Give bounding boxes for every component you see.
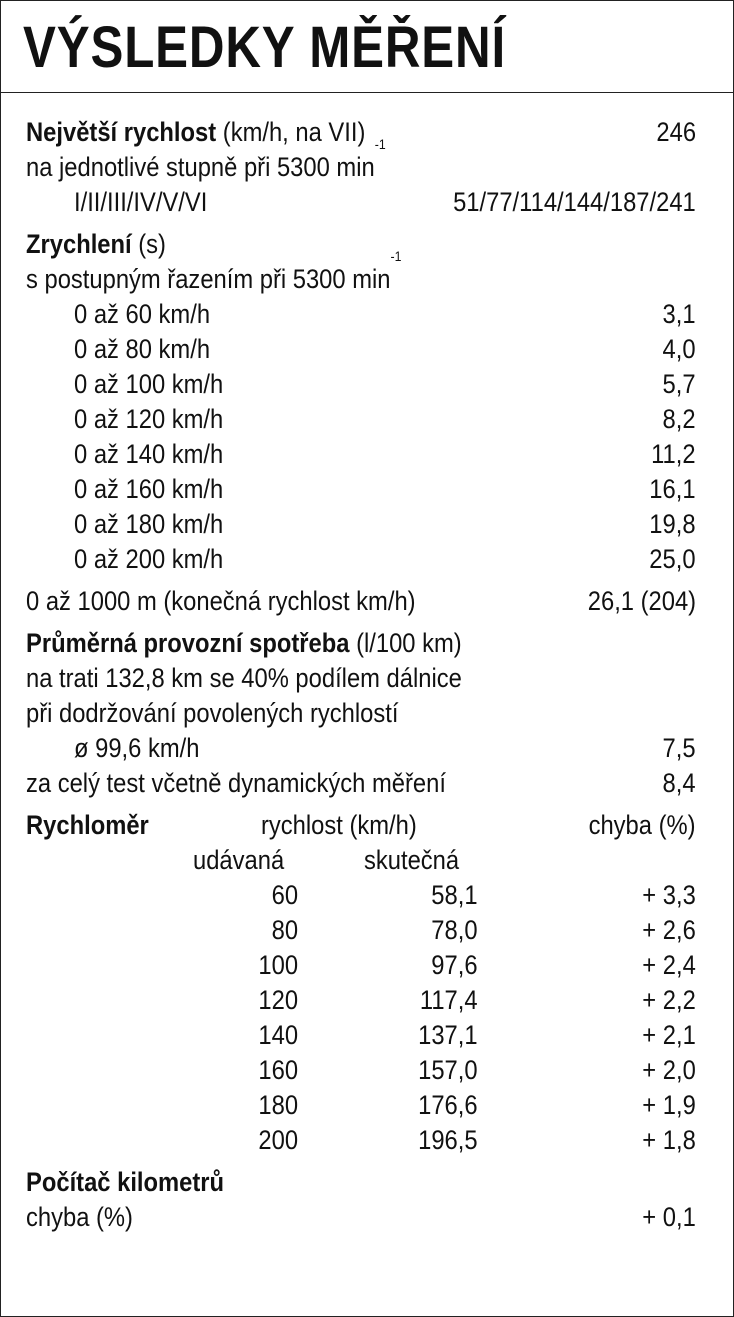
acceleration-row <box>26 367 696 402</box>
consumption-avg-row <box>26 731 696 766</box>
speedometer-error: + 2,0 <box>642 1055 696 1085</box>
acceleration-row <box>26 542 696 577</box>
consumption-line1 <box>26 661 696 696</box>
odometer-row <box>26 1200 696 1235</box>
odometer-label: Počítač kilometrů <box>26 1167 225 1197</box>
acceleration-header <box>26 227 696 262</box>
acceleration-row-value: 3,1 <box>662 299 696 329</box>
speedometer-error: + 2,2 <box>642 985 696 1015</box>
speedometer-indicated: 100 <box>258 950 298 980</box>
speedometer-error: + 2,1 <box>642 1020 696 1050</box>
acceleration-row-value: 11,2 <box>651 439 696 469</box>
speedometer-sub-actual: skutečná <box>364 845 460 875</box>
consumption-total-label: za celý test včetně dynamických měření <box>26 768 446 798</box>
speedometer-table <box>26 878 696 1158</box>
speedometer-sub-indicated: udávaná <box>193 845 285 875</box>
top-speed-label: Největší rychlost <box>26 117 217 147</box>
speedometer-indicated: 200 <box>258 1125 298 1155</box>
speedometer-indicated: 80 <box>271 915 298 945</box>
consumption-header <box>26 626 696 661</box>
acceleration-row-label: 0 až 160 km/h <box>74 474 224 504</box>
acceleration-unit: (s) <box>138 229 166 259</box>
km-row <box>26 584 696 619</box>
odometer-error-value: + 0,1 <box>642 1202 696 1232</box>
speedometer-indicated: 60 <box>271 880 298 910</box>
speedometer-error: + 1,8 <box>642 1125 696 1155</box>
page-title: VÝSLEDKY MĚŘENÍ <box>23 15 507 80</box>
acceleration-row <box>26 402 696 437</box>
speedometer-row <box>26 878 696 913</box>
speedometer-actual: 97,6 <box>431 950 478 980</box>
acceleration-row <box>26 507 696 542</box>
acceleration-row-label: 0 až 120 km/h <box>74 404 224 434</box>
speedometer-row <box>26 1088 696 1123</box>
consumption-total-row <box>26 766 696 801</box>
speedometer-error: + 1,9 <box>642 1090 696 1120</box>
speedometer-row <box>26 913 696 948</box>
title-bar <box>1 1 733 93</box>
speedometer-indicated: 160 <box>258 1055 298 1085</box>
speedometer-error: + 2,6 <box>642 915 696 945</box>
km-row-value: 26,1 (204) <box>587 586 696 616</box>
top-speed-unit: (km/h, na VII) <box>222 117 366 147</box>
consumption-line2-text: při dodržování povolených rychlostí <box>26 698 399 728</box>
odometer-error-label: chyba (%) <box>26 1202 133 1232</box>
gears-values: 51/77/114/144/187/241 <box>453 187 696 217</box>
speedometer-error: + 3,3 <box>642 880 696 910</box>
speedometer-actual: 176,6 <box>418 1090 478 1120</box>
top-speed-row <box>26 115 696 150</box>
acceleration-row <box>26 472 696 507</box>
acceleration-row-label: 0 až 200 km/h <box>74 544 224 574</box>
consumption-line1-text: na trati 132,8 km se 40% podílem dálnice <box>26 663 462 693</box>
acceleration-row-label: 0 až 80 km/h <box>74 334 211 364</box>
top-speed-value: 246 <box>656 117 696 147</box>
speedometer-actual: 157,0 <box>418 1055 478 1085</box>
acceleration-row-value: 8,2 <box>662 404 696 434</box>
consumption-avg-value: 7,5 <box>662 733 696 763</box>
speedometer-error: + 2,4 <box>642 950 696 980</box>
acceleration-row <box>26 437 696 472</box>
acceleration-row-label: 0 až 140 km/h <box>74 439 224 469</box>
speedometer-indicated: 140 <box>258 1020 298 1050</box>
speedometer-row <box>26 948 696 983</box>
acceleration-row-label: 0 až 60 km/h <box>74 299 211 329</box>
acceleration-row <box>26 332 696 367</box>
results-content <box>26 115 696 1235</box>
speedometer-actual: 78,0 <box>431 915 478 945</box>
speedometer-col-error: chyba (%) <box>589 810 696 840</box>
acceleration-row <box>26 297 696 332</box>
acceleration-row-value: 5,7 <box>662 369 696 399</box>
per-gear-sup: -1 <box>374 136 386 152</box>
speedometer-row <box>26 1123 696 1158</box>
speedometer-col-speed: rychlost (km/h) <box>261 810 417 840</box>
speedometer-subheader <box>26 843 696 878</box>
speedometer-row <box>26 983 696 1018</box>
acceleration-list <box>26 297 696 577</box>
km-row-label: 0 až 1000 m (konečná rychlost km/h) <box>26 586 416 616</box>
per-gear-text: na jednotlivé stupně při 5300 min <box>26 152 375 182</box>
acceleration-row-value: 19,8 <box>649 509 696 539</box>
consumption-label: Průměrná provozní spotřeba <box>26 628 350 658</box>
gears-label: I/II/III/IV/V/VI <box>74 187 208 217</box>
speedometer-actual: 117,4 <box>420 985 478 1015</box>
speedometer-indicated: 120 <box>258 985 298 1015</box>
acceleration-row-value: 16,1 <box>649 474 696 504</box>
acceleration-subtitle-sup: -1 <box>390 248 402 264</box>
gears-row <box>26 185 696 220</box>
speedometer-indicated: 180 <box>258 1090 298 1120</box>
consumption-avg-label: ø 99,6 km/h <box>74 733 200 763</box>
speedometer-header <box>26 808 696 843</box>
speedometer-actual: 137,1 <box>418 1020 478 1050</box>
consumption-total-value: 8,4 <box>662 768 696 798</box>
speedometer-actual: 58,1 <box>431 880 478 910</box>
odometer-header <box>26 1165 696 1200</box>
speedometer-row <box>26 1053 696 1088</box>
consumption-unit: (l/100 km) <box>356 628 462 658</box>
acceleration-row-label: 0 až 180 km/h <box>74 509 224 539</box>
speedometer-row <box>26 1018 696 1053</box>
speedometer-label: Rychloměr <box>26 810 149 840</box>
speedometer-actual: 196,5 <box>418 1125 478 1155</box>
acceleration-row-value: 25,0 <box>649 544 696 574</box>
consumption-line2 <box>26 696 696 731</box>
acceleration-row-label: 0 až 100 km/h <box>74 369 224 399</box>
acceleration-row-value: 4,0 <box>662 334 696 364</box>
acceleration-label: Zrychlení <box>26 229 132 259</box>
acceleration-subtitle <box>26 248 696 297</box>
per-gear-row <box>26 136 696 185</box>
acceleration-subtitle-text: s postupným řazením při 5300 min <box>26 264 391 294</box>
